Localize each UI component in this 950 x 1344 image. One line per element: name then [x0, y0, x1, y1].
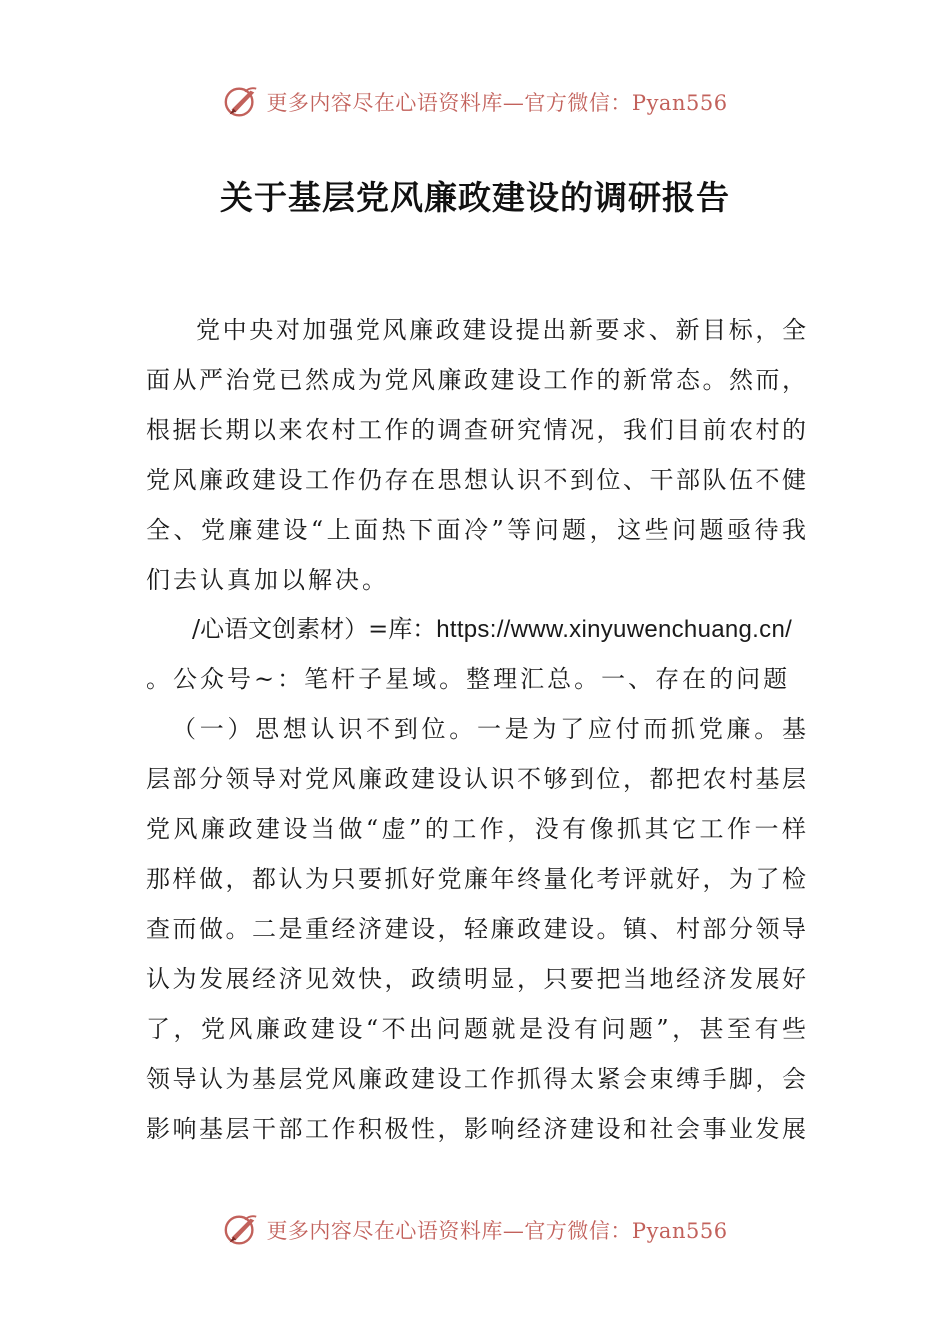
body-line: 党风廉政建设工作仍存在思想认识不到位、干部队伍不健	[146, 466, 806, 494]
body-line: （一）思想认识不到位。一是为了应付而抓党廉。基	[172, 715, 806, 743]
body-line: 影响基层干部工作积极性，影响经济建设和社会事业发展	[146, 1115, 806, 1143]
watermark-text: 更多内容尽在心语资料库—官方微信：Pyan556	[266, 91, 728, 115]
pen-logo-icon	[222, 83, 260, 121]
pen-logo-icon	[222, 1211, 260, 1249]
source-line	[192, 612, 806, 646]
document-title: 关于基层党风廉政建设的调研报告	[220, 178, 730, 217]
body-line: 层部分领导对党风廉政建设认识不够到位，都把农村基层	[146, 765, 806, 793]
watermark-header	[0, 82, 950, 122]
body-line: 查而做。二是重经济建设，轻廉政建设。镇、村部分领导	[146, 915, 806, 943]
body-line: 根据长期以来农村工作的调查研究情况，我们目前农村的	[146, 416, 806, 444]
watermark-text: 更多内容尽在心语资料库—官方微信：Pyan556	[266, 1219, 728, 1243]
watermark-footer	[0, 1210, 950, 1250]
body-line: 党中央对加强党风廉政建设提出新要求、新目标，全	[196, 316, 806, 344]
source-prefix: /心语文创素材）=库：	[192, 615, 437, 643]
body-line: 那样做，都认为只要抓好党廉年终量化考评就好，为了检	[146, 865, 806, 893]
body-line: 了，党风廉政建设“不出问题就是没有问题”，甚至有些	[146, 1015, 806, 1043]
body-line: 认为发展经济见效快，政绩明显，只要把当地经济发展好	[146, 965, 806, 993]
body-line: 们去认真加以解决。	[146, 566, 389, 594]
body-line: 面从严治党已然成为党风廉政建设工作的新常态。然而，	[146, 366, 806, 394]
body-line: 党风廉政建设当做“虚”的工作，没有像抓其它工作一样	[146, 815, 806, 843]
body-line: 领导认为基层党风廉政建设工作抓得太紧会束缚手脚，会	[146, 1065, 806, 1093]
source-url[interactable]: https://www.xinyuwenchuang.cn/	[436, 616, 793, 643]
body-line: 全、党廉建设“上面热下面冷”等问题，这些问题亟待我	[146, 516, 806, 544]
body-line: 。公众号~：笔杆子星域。整理汇总。一、存在的问题	[146, 665, 791, 693]
